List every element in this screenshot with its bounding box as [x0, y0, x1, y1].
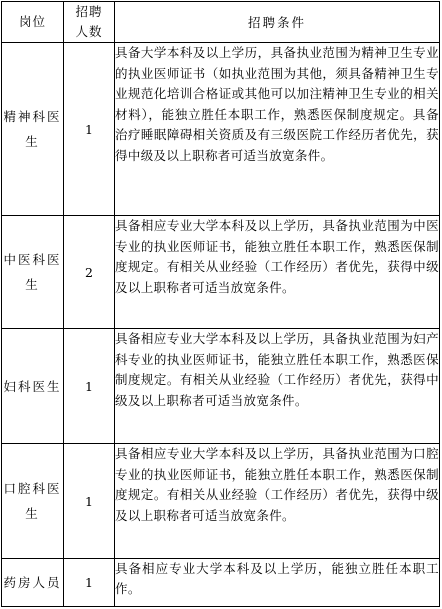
- row-position: 妇科医生: [2, 329, 64, 444]
- table-row: [2, 329, 440, 444]
- recruitment-table: [1, 1, 440, 607]
- row-count: 1: [64, 444, 115, 559]
- row-conditions: 具备相应专业大学本科及以上学历，具备执业范围为中医专业的执业医师证书，能独立胜任本职工作，熟悉医保制度规定。有相关从业经验（工作经历）者优先，获得中级及以上职称者可适当放宽条件。: [115, 216, 440, 329]
- header-count-line2: 人数: [75, 24, 103, 39]
- table-row: [2, 559, 440, 607]
- row-position: 药房人员: [2, 559, 64, 607]
- header-count: [64, 2, 115, 43]
- table-row: [2, 43, 440, 216]
- row-position: 中医科医生: [2, 216, 64, 329]
- row-conditions: 具备相应专业大学本科及以上学历，具备执业范围为口腔专业的执业医师证书，能独立胜任本职工作，熟悉医保制度规定。有相关从业经验（工作经历）者优先，获得中级及以上职称者可适当放宽条件。: [115, 444, 440, 559]
- table-row: [2, 444, 440, 559]
- table-header-row: [2, 2, 440, 43]
- row-position: 精神科医生: [2, 43, 64, 216]
- row-conditions: 具备相应专业大学本科及以上学历，能独立胜任本职工作。: [115, 559, 440, 607]
- row-conditions: 具备大学本科及以上学历，具备执业范围为精神卫生专业的执业医师证书（如执业范围为其他，须具备精神卫生专业规范化培训合格证或其他可以加注精神卫生专业的相关材料），能独立胜任本职工作，熟悉医保制度规定。具备治疗睡眠障碍相关资质及有三级医院工作经历者优先，获得中级及以上职称者可适当放宽条件。: [115, 43, 440, 216]
- row-count: 1: [64, 559, 115, 607]
- table-row: [2, 216, 440, 329]
- row-count: 1: [64, 329, 115, 444]
- header-count-line1: 招聘: [75, 4, 103, 19]
- header-conditions: 招聘条件: [115, 2, 440, 43]
- header-position: 岗位: [2, 2, 64, 43]
- row-count: 2: [64, 216, 115, 329]
- row-position: 口腔科医生: [2, 444, 64, 559]
- row-conditions: 具备相应专业大学本科及以上学历，具备执业范围为妇产科专业的执业医师证书，能独立胜任本职工作，熟悉医保制度规定。有相关从业经验（工作经历）者优先，获得中级及以上职称者可适当放宽条件。: [115, 329, 440, 444]
- row-count: 1: [64, 43, 115, 216]
